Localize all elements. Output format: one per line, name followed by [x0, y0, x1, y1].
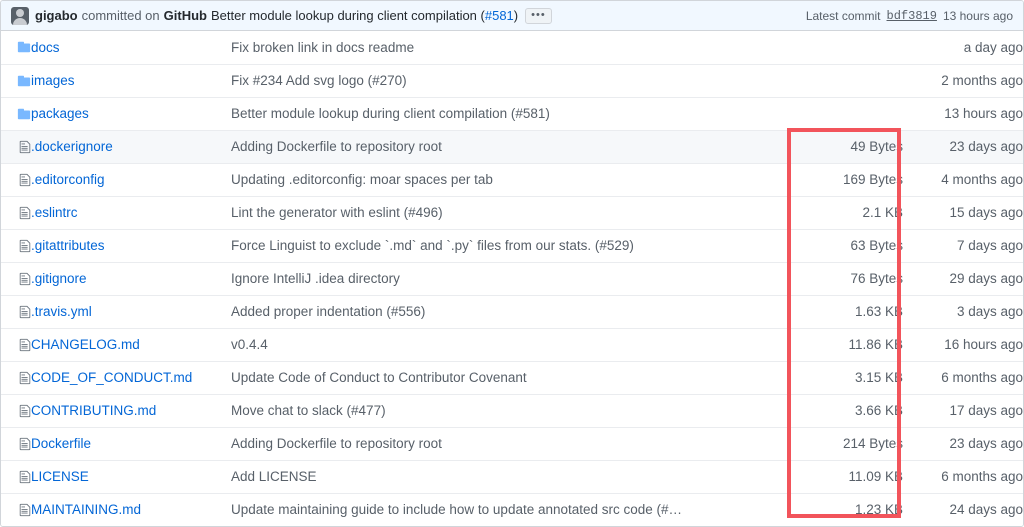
file-size-cell: 1.23 KB — [783, 493, 903, 526]
file-size-cell: 63 Bytes — [783, 229, 903, 262]
file-age-cell: 3 days ago — [903, 295, 1023, 328]
commit-meta — [806, 9, 1013, 23]
table-row[interactable] — [1, 295, 1023, 328]
file-name-cell — [31, 31, 231, 64]
file-size-cell: 1.63 KB — [783, 295, 903, 328]
file-name-link[interactable]: .travis.yml — [31, 304, 92, 319]
file-age-cell: 13 hours ago — [903, 97, 1023, 130]
file-age-cell: 23 days ago — [903, 427, 1023, 460]
file-size-cell: 2.1 KB — [783, 196, 903, 229]
commit-message-text: Better module lookup during client compilation ( — [210, 8, 485, 23]
file-name-link[interactable]: docs — [31, 39, 60, 55]
file-name-cell — [31, 460, 231, 493]
commit-message-cell[interactable]: Adding Dockerfile to repository root — [231, 427, 783, 460]
file-size-cell — [783, 64, 903, 97]
file-size-cell: 76 Bytes — [783, 262, 903, 295]
file-size-cell: 3.15 KB — [783, 361, 903, 394]
file-icon — [1, 427, 31, 460]
folder-icon — [1, 31, 31, 64]
commit-message-cell[interactable]: Ignore IntelliJ .idea directory — [231, 262, 783, 295]
file-name-cell — [31, 328, 231, 361]
file-age-cell: 7 days ago — [903, 229, 1023, 262]
commit-message-cell[interactable]: Updating .editorconfig: moar spaces per tab — [231, 163, 783, 196]
commit-message-cell[interactable]: Added proper indentation (#556) — [231, 295, 783, 328]
file-name-cell — [31, 295, 231, 328]
folder-icon — [1, 64, 31, 97]
file-age-cell: a day ago — [903, 31, 1023, 64]
commit-message-cell[interactable]: Update Code of Conduct to Contributor Covenant — [231, 361, 783, 394]
table-row[interactable] — [1, 229, 1023, 262]
table-row[interactable] — [1, 328, 1023, 361]
file-name-link[interactable]: .gitattributes — [31, 238, 105, 253]
file-age-cell: 16 hours ago — [903, 328, 1023, 361]
file-icon — [1, 130, 31, 163]
commit-message-cell[interactable]: Fix broken link in docs readme — [231, 31, 783, 64]
file-size-cell — [783, 97, 903, 130]
file-name-cell — [31, 97, 231, 130]
file-icon — [1, 163, 31, 196]
table-row[interactable] — [1, 64, 1023, 97]
commit-message-cell[interactable]: Better module lookup during client compilation (#581) — [231, 97, 783, 130]
file-size-cell: 11.86 KB — [783, 328, 903, 361]
file-name-link[interactable]: .gitignore — [31, 271, 87, 286]
commit-author[interactable]: gigabo — [35, 8, 78, 23]
table-row[interactable] — [1, 130, 1023, 163]
commit-message-cell[interactable]: Adding Dockerfile to repository root — [231, 130, 783, 163]
avatar — [11, 7, 29, 25]
file-icon — [1, 460, 31, 493]
file-icon — [1, 196, 31, 229]
table-row[interactable] — [1, 427, 1023, 460]
file-age-cell: 15 days ago — [903, 196, 1023, 229]
file-name-cell — [31, 163, 231, 196]
table-row[interactable] — [1, 460, 1023, 493]
file-age-cell: 6 months ago — [903, 460, 1023, 493]
table-row[interactable] — [1, 262, 1023, 295]
file-name-link[interactable]: CHANGELOG.md — [31, 337, 140, 352]
file-age-cell: 17 days ago — [903, 394, 1023, 427]
file-icon — [1, 328, 31, 361]
file-size-cell: 214 Bytes — [783, 427, 903, 460]
file-name-cell — [31, 394, 231, 427]
file-name-link[interactable]: .editorconfig — [31, 172, 105, 187]
commit-issue-link[interactable]: #581 — [484, 8, 514, 23]
file-size-cell: 3.66 KB — [783, 394, 903, 427]
file-name-cell — [31, 493, 231, 526]
file-age-cell: 24 days ago — [903, 493, 1023, 526]
file-size-cell — [783, 31, 903, 64]
file-name-link[interactable]: CONTRIBUTING.md — [31, 403, 157, 418]
file-name-cell — [31, 262, 231, 295]
file-age-cell: 6 months ago — [903, 361, 1023, 394]
table-row[interactable] — [1, 31, 1023, 64]
file-size-cell: 169 Bytes — [783, 163, 903, 196]
commit-message-cell[interactable]: Move chat to slack (#477) — [231, 394, 783, 427]
commit-verb: committed on — [81, 8, 160, 23]
file-name-link[interactable]: CODE_OF_CONDUCT.md — [31, 370, 193, 385]
table-row[interactable] — [1, 196, 1023, 229]
file-name-cell — [31, 130, 231, 163]
commit-message-cell[interactable]: Add LICENSE — [231, 460, 783, 493]
file-name-cell — [31, 196, 231, 229]
file-name-cell — [31, 64, 231, 97]
latest-commit-bar — [1, 1, 1023, 31]
file-icon — [1, 229, 31, 262]
file-icon — [1, 262, 31, 295]
file-name-link[interactable]: .dockerignore — [31, 139, 113, 154]
commit-message-cell[interactable]: Fix #234 Add svg logo (#270) — [231, 64, 783, 97]
file-table — [1, 31, 1023, 526]
file-age-cell: 2 months ago — [903, 64, 1023, 97]
file-icon — [1, 361, 31, 394]
latest-commit-label: Latest commit — [805, 8, 881, 23]
commit-message-cell[interactable]: Force Linguist to exclude `.md` and `.py` files from our stats. (#529) — [231, 229, 783, 262]
table-row[interactable] — [1, 493, 1023, 526]
file-name-cell — [31, 427, 231, 460]
commit-message[interactable] — [211, 8, 518, 23]
file-icon — [1, 493, 31, 526]
file-size-cell: 11.09 KB — [783, 460, 903, 493]
file-name-link[interactable]: MAINTAINING.md — [31, 502, 142, 518]
commit-sha-link[interactable]: bdf3819 — [886, 8, 937, 23]
expand-commit-message-button[interactable]: ••• — [525, 8, 552, 24]
commit-message-tail: ) — [513, 8, 519, 23]
table-row[interactable] — [1, 394, 1023, 427]
table-row[interactable] — [1, 361, 1023, 394]
folder-icon — [1, 97, 31, 130]
file-name-cell — [31, 229, 231, 262]
file-age-cell: 29 days ago — [903, 262, 1023, 295]
commit-message-cell[interactable]: v0.4.4 — [231, 328, 783, 361]
commit-timestamp: 13 hours ago — [942, 8, 1013, 23]
file-name-link[interactable]: LICENSE — [31, 469, 89, 484]
table-row[interactable] — [1, 97, 1023, 130]
commit-message-cell[interactable]: Update maintaining guide to include how to update annotated src code (#… — [231, 493, 783, 526]
file-name-link[interactable]: packages — [31, 106, 89, 121]
file-name-link[interactable]: .eslintrc — [31, 205, 78, 220]
file-name-link[interactable]: images — [31, 73, 75, 88]
file-age-cell: 4 months ago — [903, 163, 1023, 196]
file-age-cell: 23 days ago — [903, 130, 1023, 163]
commit-platform: GitHub — [163, 8, 207, 23]
file-name-link[interactable]: Dockerfile — [31, 436, 92, 451]
commit-message-cell[interactable]: Lint the generator with eslint (#496) — [231, 196, 783, 229]
file-name-cell — [31, 361, 231, 394]
file-size-cell: 49 Bytes — [783, 130, 903, 163]
file-icon — [1, 394, 31, 427]
table-row[interactable] — [1, 163, 1023, 196]
file-icon — [1, 295, 31, 328]
